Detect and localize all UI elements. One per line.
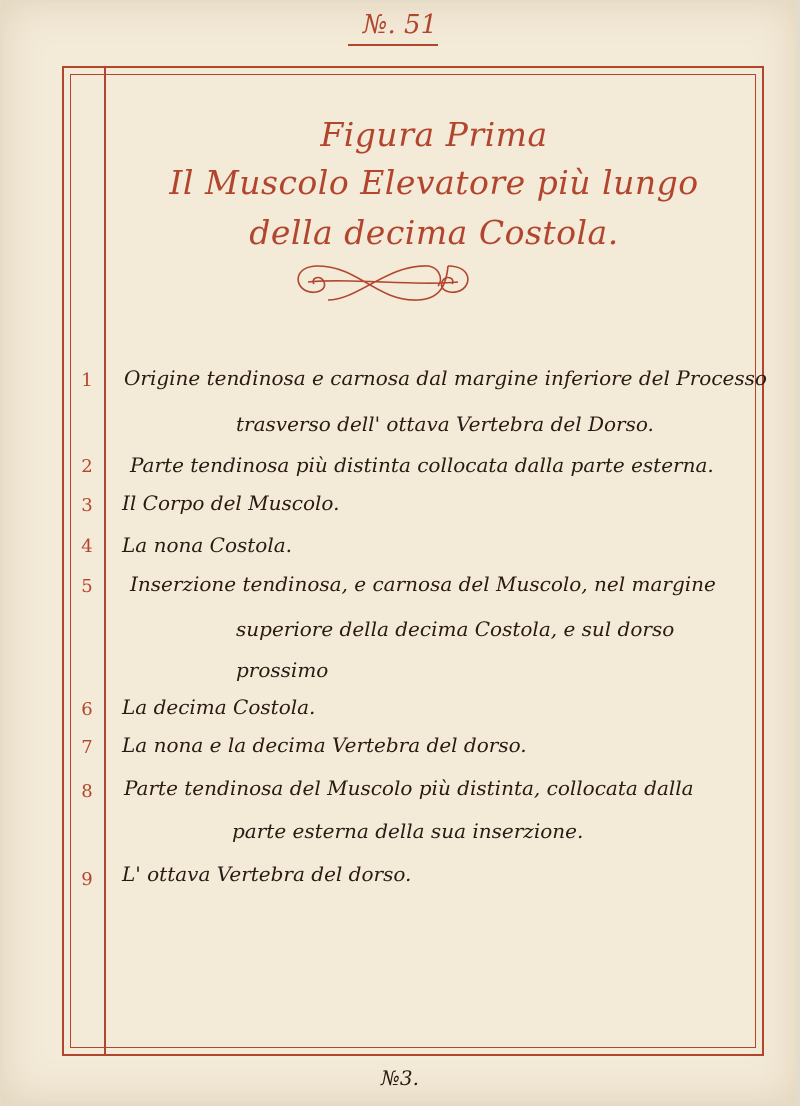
item-3-line-1: Il Corpo del Muscolo. [122,491,340,515]
folio-number: №. 51 [362,10,438,40]
signature-mark: №3. [380,1066,419,1090]
item-number-8: 8 [81,781,93,802]
item-4-line-1: La nona Costola. [122,533,293,557]
item-1-line-2: trasverso dell' ottava Vertebra del Dorso. [236,412,654,436]
item-9-line-1: L' ottava Vertebra del dorso. [122,862,412,886]
margin-rule [104,66,106,1056]
title-line-2: Il Muscolo Elevatore più lungo [169,163,699,202]
item-number-6: 6 [81,699,93,720]
title-line-1: Figura Prima [320,115,548,154]
item-number-7: 7 [81,737,93,758]
item-7-line-1: La nona e la decima Vertebra del dorso. [122,733,527,757]
item-8-line-2: parte esterna della sua inserzione. [232,819,584,843]
calligraphic-flourish [288,258,478,308]
item-6-line-1: La decima Costola. [122,695,316,719]
item-1-line-1: Origine tendinosa e carnosa dal margine inferiore del Processo [124,366,767,390]
item-5-line-1: Inserzione tendinosa, e carnosa del Muscolo, nel margine [130,572,716,596]
item-number-3: 3 [81,495,93,516]
item-number-5: 5 [81,576,93,597]
item-2-line-1: Parte tendinosa più distinta collocata dalla parte esterna. [130,453,714,477]
item-5-line-3: prossimo [236,658,329,682]
item-number-1: 1 [81,370,93,391]
folio-underline [348,44,438,46]
item-number-2: 2 [81,456,93,477]
item-number-9: 9 [81,869,93,890]
item-5-line-2: superiore della decima Costola, e sul dorso [236,617,675,641]
item-number-4: 4 [81,536,93,557]
title-line-3: della decima Costola. [249,213,619,252]
item-8-line-1: Parte tendinosa del Muscolo più distinta, collocata dalla [124,776,694,800]
